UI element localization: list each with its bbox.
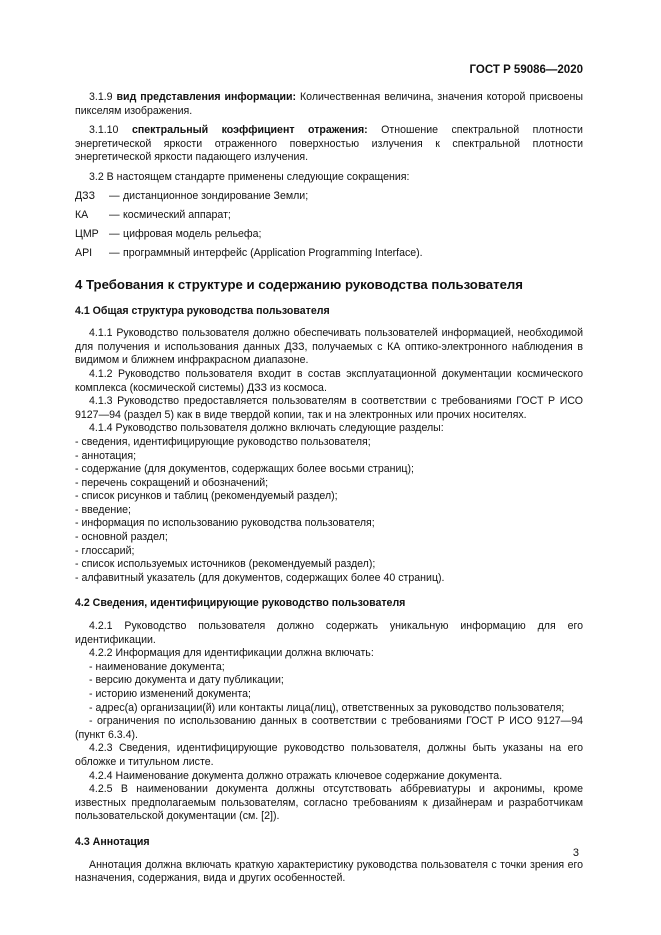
abbreviation-item: ЦМР — цифровая модель рельефа; [75,227,262,240]
abbreviation-item: КА — космический аппарат; [75,208,231,221]
list-item: - версию документа и дату публикации; [89,674,284,687]
paragraph-4-2-5: 4.2.5 В наименовании документа должны отсутствовать аббревиатуры и акронимы, кроме известных предполагаемым пользователям, согласно требованиям к дизайнерам и разработчикам пользовательской документации (см. [2]). [75,783,583,823]
paragraph-4-2-1: 4.2.1 Руководство пользователя должно содержать уникальную информацию для его идентификации. [75,620,583,646]
page-number: 3 [572,847,579,859]
list-item: - сведения, идентифицирующие руководство пользователя; [75,435,371,448]
list-item: - алфавитный указатель (для документов, содержащих более 40 страниц). [75,571,445,584]
list-item: - глоссарий; [75,544,135,557]
paragraph-4-2-4: 4.2.4 Наименование документа должно отражать ключевое содержание документа. [89,769,503,782]
standard-header: ГОСТ Р 59086—2020 [469,64,583,76]
definition-3-1-10: 3.1.10 спектральный коэффициент отражения: Отношение спектральной плотности энергетической яркости отраженного поверхностью излучения к спектральной плотности энергетической яркости падающего излучения. [75,124,583,164]
paragraph-4-1-2: 4.1.2 Руководство пользователя входит в состав эксплуатационной документации космического комплекса (космической системы) ДЗЗ из космоса. [75,367,583,394]
paragraph-4-3: Аннотация должна включать краткую характеристику руководства пользователя с точки зрения его назначения, содержания, вида и других особенностей. [75,858,583,885]
section-4-2-title: 4.2 Сведения, идентифицирующие руководство пользователя [75,597,406,610]
list-item: - историю изменений документа; [89,688,251,700]
paragraph-4-1-4: 4.1.4 Руководство пользователя должно включать следующие разделы: [89,422,444,435]
section-4-1-title: 4.1 Общая структура руководства пользователя [75,304,330,317]
list-item: - перечень сокращений и обозначений; [75,476,269,489]
abbreviation-list [75,189,583,261]
section-4-3-title: 4.3 Аннотация [75,835,150,848]
list-item: - содержание (для документов, содержащих более восьми страниц); [75,463,414,476]
list-item: - введение; [75,503,131,516]
paragraph-4-2-2: 4.2.2 Информация для идентификации должна включать: [89,647,374,660]
paragraph-4-2-3: 4.2.3 Сведения, идентифицирующие руководство пользователя, должны быть указаны на его обложке и титульном листе. [75,742,583,768]
list-item: - список рисунков и таблиц (рекомендуемый раздел); [75,490,338,503]
paragraph-4-1-1: 4.1.1 Руководство пользователя должно обеспечивать пользователей информацией, необходимой для получения и использования данных ДЗЗ, получаемых с КА оптико-электронного наблюдения в видимом и ближнем инфракрасном диапазоне. [75,327,583,367]
list-item: - ограничения по использованию данных в соответствии с требованиями ГОСТ Р ИСО 9127—94 (пункт 6.3.4). [75,715,583,741]
paragraph-3-2: 3.2 В настоящем стандарте применены следующие сокращения: [89,170,410,183]
list-item: - аннотация; [75,449,137,462]
sections-list [75,436,583,586]
identification-list [75,661,583,743]
list-item: - наименование документа; [89,660,225,673]
list-item: - адрес(а) организации(й) или контакты лица(лиц), ответственных за руководство пользователя; [89,701,565,714]
definition-3-1-9: 3.1.9 вид представления информации: Количественная величина, значения которой присвоены пикселям изображения. [75,91,583,117]
abbreviation-item: ДЗЗ — дистанционное зондирование Земли; [75,189,309,202]
list-item: - список используемых источников (рекомендуемый раздел); [75,558,376,571]
abbreviation-item: API — программный интерфейс (Application Programming Interface). [75,246,423,259]
paragraph-4-1-3: 4.1.3 Руководство предоставляется пользователям в соответствии с требованиями ГОСТ Р ИСО 9127—94 (раздел 5) как в виде твердой копии, так и на электронных или прочих носителях. [75,395,583,421]
list-item: - основной раздел; [75,531,168,544]
list-item: - информация по использованию руководства пользователя; [75,517,375,530]
document-body [75,91,583,886]
section-4-title: 4 Требования к структуре и содержанию руководства пользователя [75,276,523,292]
